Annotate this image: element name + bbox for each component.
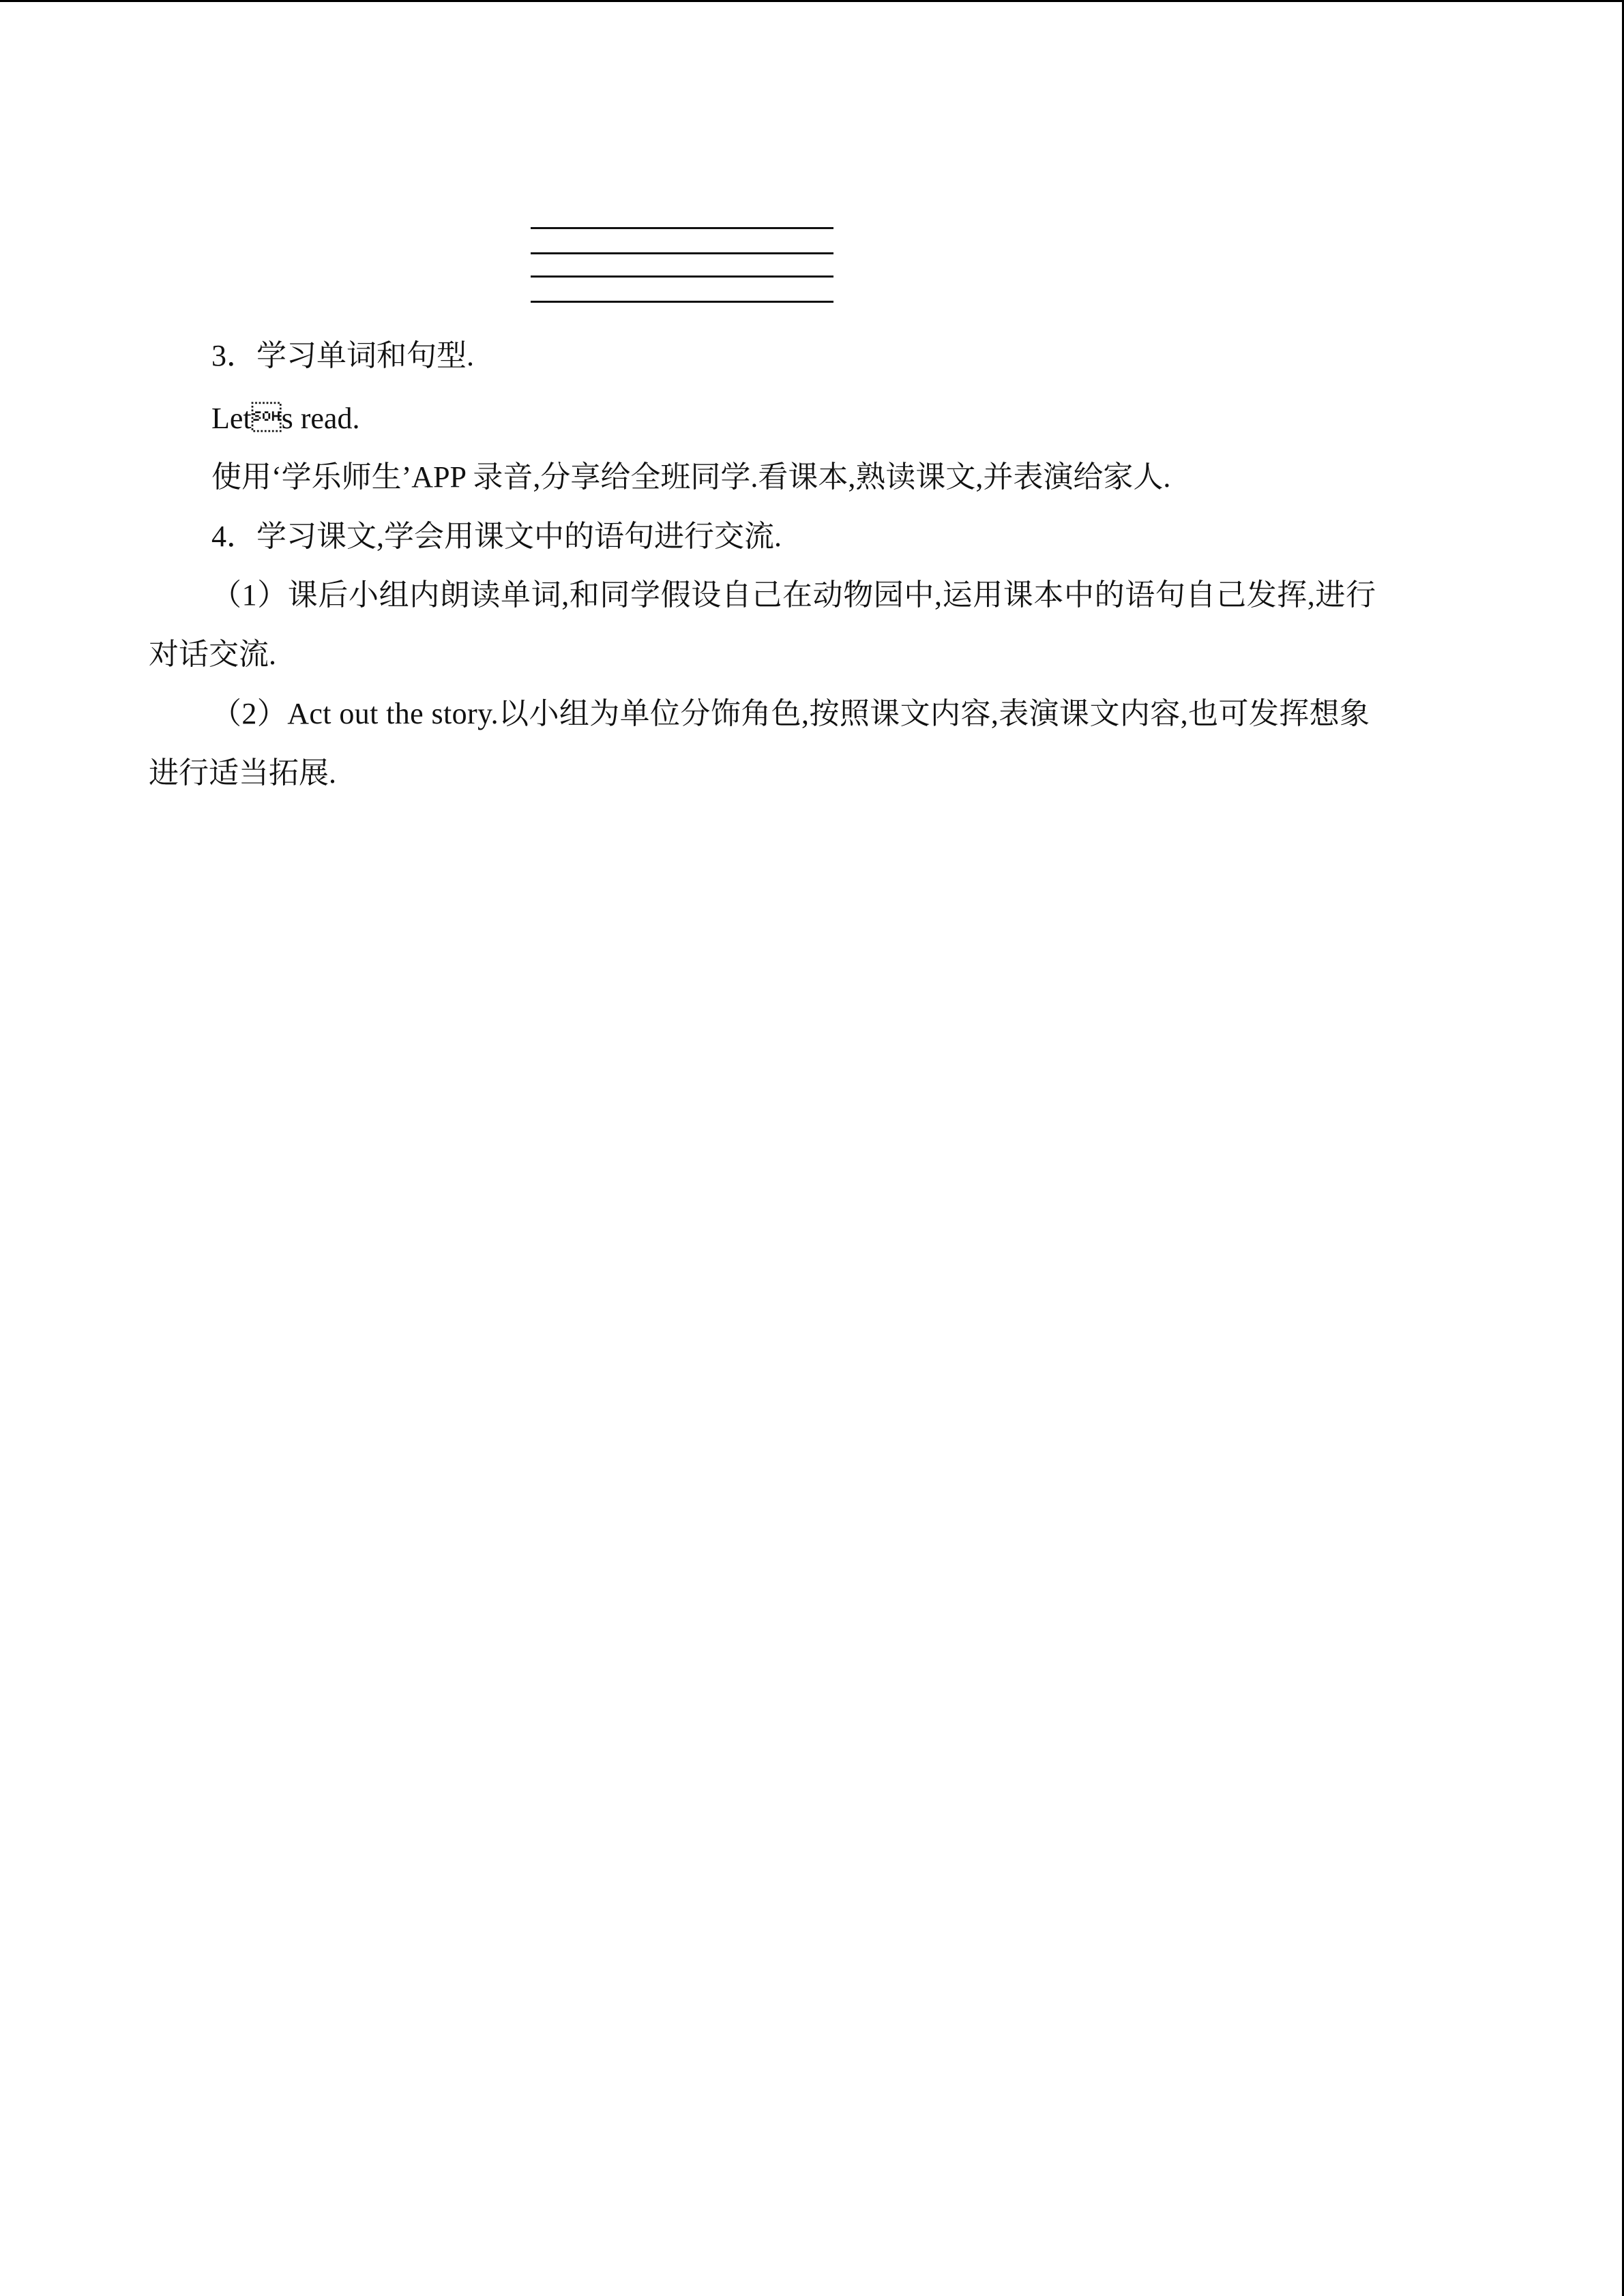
page-top-border <box>0 0 1624 2</box>
writing-line <box>531 301 833 303</box>
step-4-heading: 4．学习课文,学会用课文中的语句进行交流. <box>211 520 782 553</box>
lets-read-line: Lets read. <box>211 402 360 435</box>
app-recording-instruction: 使用‘学乐师生’APP 录音,分享给全班同学.看课本,熟读课文,并表演给家人. <box>211 460 1171 494</box>
item-2-line-2: 进行适当拓展. <box>149 756 336 790</box>
handwriting-lines <box>531 227 833 305</box>
item-1-line-1: （1）课后小组内朗读单词,和同学假设自己在动物园中,运用课本中的语句自己发挥,进行 <box>211 578 1376 612</box>
writing-line <box>531 227 833 229</box>
item-1-line-2: 对话交流. <box>149 638 276 671</box>
writing-line <box>531 252 833 254</box>
step-3-heading: 3．学习单词和句型. <box>211 339 474 372</box>
item-2-line-1: （2）Act out the story.以小组为单位分饰角色,按照课文内容,表演课文内容,也可发挥想象 <box>211 697 1370 730</box>
writing-line <box>531 275 833 278</box>
